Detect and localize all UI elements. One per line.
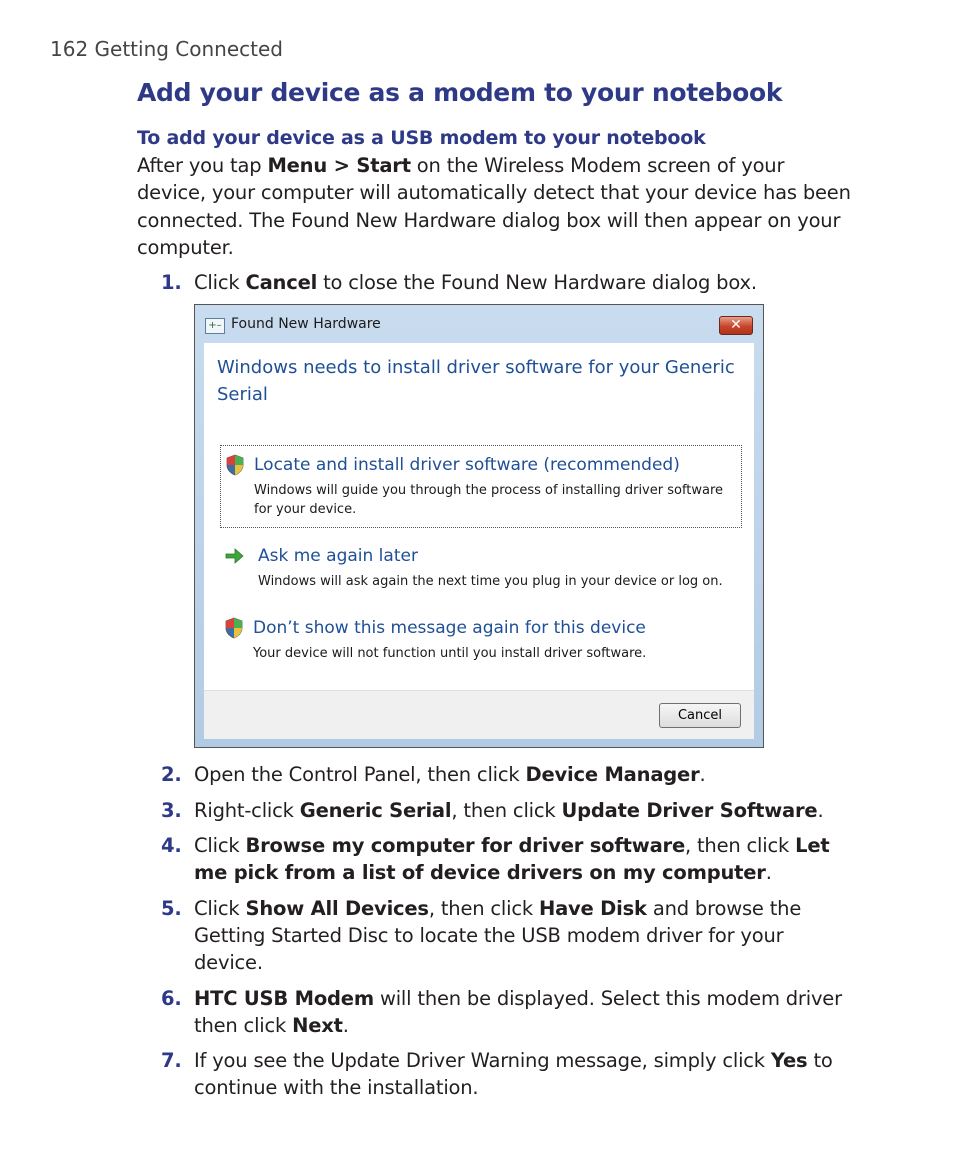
step-1: 1. Click Cancel to close the Found New Hardware dialog box. bbox=[161, 271, 757, 295]
section-title: Add your device as a modem to your notebook bbox=[137, 78, 783, 107]
hardware-icon: +– bbox=[205, 318, 225, 334]
running-head: 162 Getting Connected bbox=[50, 37, 283, 61]
shield-icon bbox=[224, 617, 244, 639]
option-description: Windows will ask again the next time you plug in your device or log on. bbox=[258, 574, 723, 589]
dialog-instruction: Windows needs to install driver software for your Generic Serial bbox=[217, 357, 735, 405]
step-2: 2. Open the Control Panel, then click Device Manager. bbox=[161, 763, 706, 787]
dialog-titlebar[interactable] bbox=[195, 305, 763, 343]
dialog-body bbox=[204, 343, 754, 739]
found-new-hardware-dialog bbox=[194, 304, 764, 748]
intro-paragraph: After you tap Menu > Start on the Wireless Modem screen of your device, your computer will automatically detect that your device has been connected. The Found New Hardware dialog box will then appear on your computer. bbox=[137, 154, 851, 259]
shield-icon bbox=[225, 454, 245, 476]
close-button[interactable]: ✕ bbox=[719, 316, 753, 335]
cancel-button[interactable]: Cancel bbox=[659, 703, 741, 728]
step-4: 4. Click Browse my computer for driver software, then click Let me pick from a list of device drivers on my computer. bbox=[161, 834, 830, 885]
option-locate-install[interactable] bbox=[220, 445, 742, 528]
option-ask-later[interactable] bbox=[220, 537, 740, 597]
section-subtitle: To add your device as a USB modem to your notebook bbox=[137, 127, 706, 149]
option-title: Ask me again later bbox=[258, 546, 418, 566]
step-3: 3. Right-click Generic Serial, then click Update Driver Software. bbox=[161, 798, 824, 822]
dialog-button-bar bbox=[204, 690, 754, 739]
green-arrow-icon bbox=[224, 545, 244, 567]
option-title: Don’t show this message again for this device bbox=[253, 618, 646, 638]
option-description: Your device will not function until you install driver software. bbox=[253, 646, 647, 661]
option-description: Windows will guide you through the process of installing driver software for your device. bbox=[254, 483, 724, 517]
option-dont-show[interactable] bbox=[220, 609, 740, 669]
step-7: 7. If you see the Update Driver Warning message, simply click Yes to continue with the installation. bbox=[161, 1049, 833, 1100]
option-title: Locate and install driver software (recommended) bbox=[254, 455, 680, 475]
step-5: 5. Click Show All Devices, then click Have Disk and browse the Getting Started Disc to locate the USB modem driver for your device. bbox=[161, 896, 802, 975]
step-6: 6. HTC USB Modem will then be displayed. Select this modem driver then click Next. bbox=[161, 986, 842, 1037]
dialog-title: Found New Hardware bbox=[231, 316, 381, 332]
